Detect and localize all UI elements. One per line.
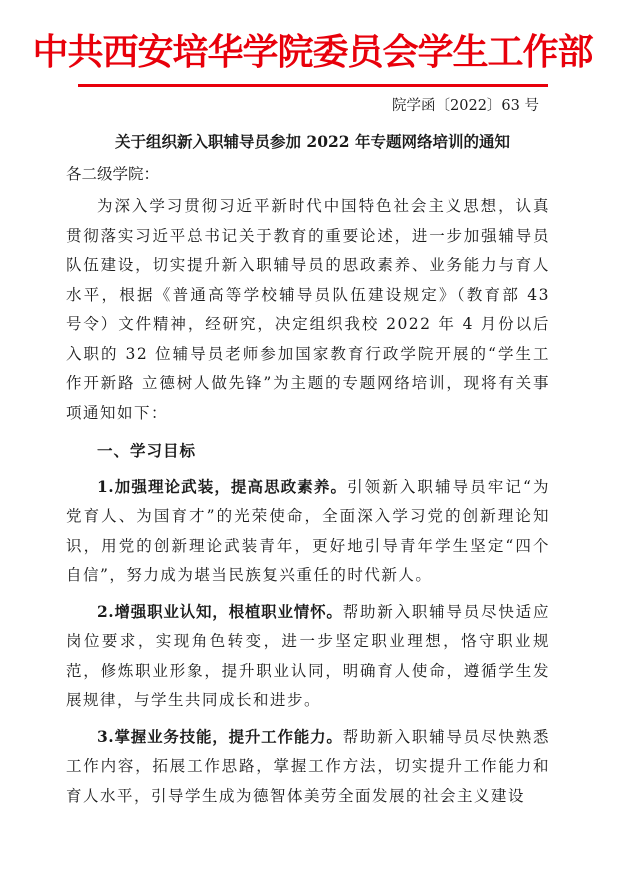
item-lead: 1.加强理论武装，提高思政素养。 [97, 476, 348, 496]
document-number: 院学函〔2022〕63 号 [392, 98, 539, 114]
item-lead: 3.掌握业务技能，提升工作能力。 [97, 726, 343, 746]
item-text: 引领新入职辅导员牢记“为党育人、为国育才”的光荣使命，全面深入学习党的创新理论知识，用党的创新理论武装青年，更好地引导青年学生坚定“四个自信”，努力成为堪当民族复兴重任的时代新人。 [66, 477, 550, 584]
intro-paragraph: 为深入学习贯彻习近平新时代中国特色社会主义思想，认真贯彻落实习近平总书记关于教育的重要论述，进一步加强辅导员队伍建设，切实提升新入职辅导员的思政素养、业务能力与育人水平，根据《普通高等学校辅导员队伍建设规定》（教育部 43 号令）文件精神，经研究，决定组织我校 2022 年 4 月份以后入职的 32 位辅导员老师参加国家教育行政学院开展的“学生工作开新路 立德树人做先锋”为主题的专题网络培训，现将有关事项通知如下： [66, 197, 550, 422]
item-text: 帮助新入职辅导员尽快熟悉工作内容，拓展工作思路，掌握工作方法，切实提升工作能力和育人水平，引导学生成为德智体美劳全面发展的社会主义建设 [66, 727, 550, 805]
list-item [66, 472, 550, 591]
list-item [66, 597, 550, 716]
section-heading: 一、学习目标 [97, 441, 197, 460]
salutation: 各二级学院： [66, 165, 160, 183]
list-item [66, 722, 550, 812]
org-title: 中共西安培华学院委员会学生工作部 [32, 31, 593, 73]
notice-title: 关于组织新入职辅导员参加 2022 年专题网络培训的通知 [115, 132, 510, 151]
item-text: 帮助新入职辅导员尽快适应岗位要求，实现角色转变，进一步坚定职业理想，恪守职业规范，修炼职业形象，提升职业认同，明确育人使命，遵循学生发展规律，与学生共同成长和进步。 [66, 602, 550, 709]
notice-body [66, 192, 550, 811]
red-divider-line [78, 84, 548, 87]
item-lead: 2.增强职业认知，根植职业情怀。 [97, 601, 343, 621]
